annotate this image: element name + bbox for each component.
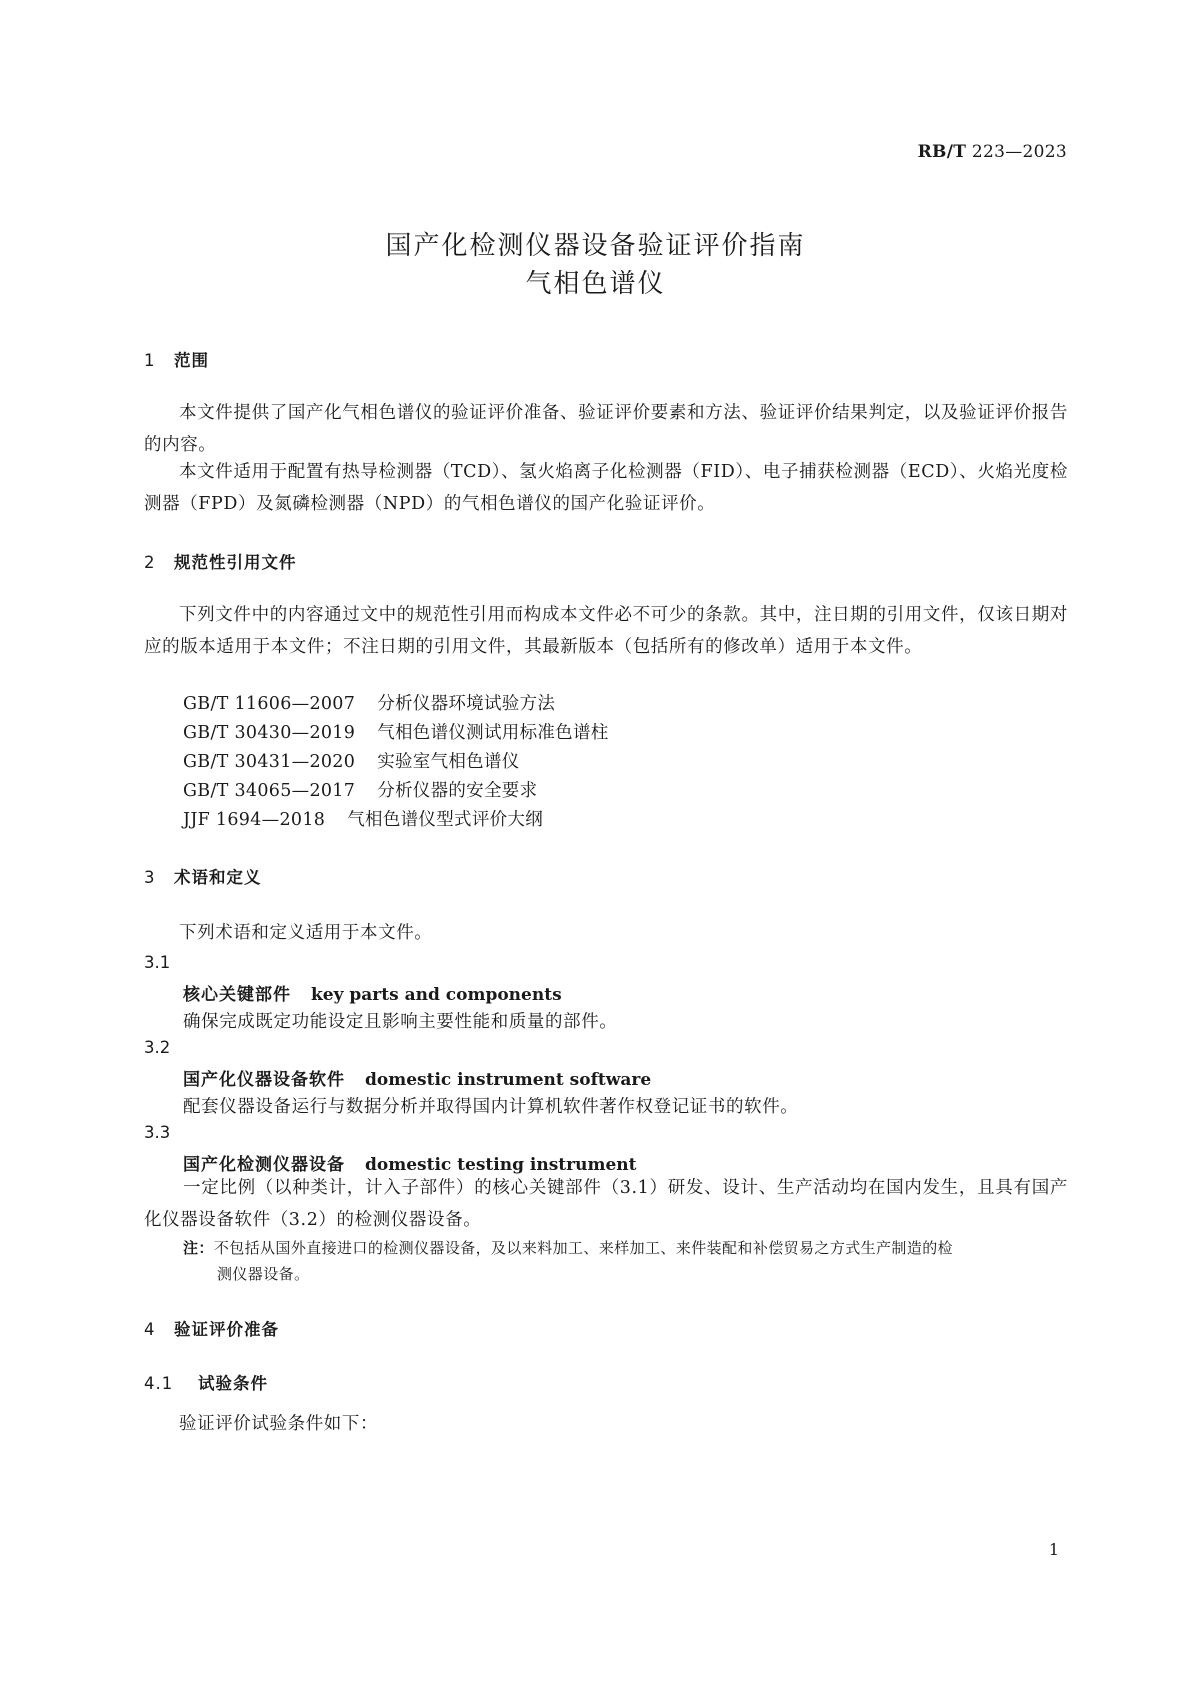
term-definition: 配套仪器设备运行与数据分析并取得国内计算机软件著作权登记证书的软件。 xyxy=(183,1097,799,1117)
note-label: 注： xyxy=(183,1239,214,1257)
reference-code: GB/T 30430—2019 xyxy=(183,723,356,743)
term-chinese: 国产化仪器设备软件 xyxy=(183,1070,345,1090)
clause-number: 3.3 xyxy=(144,1123,171,1142)
section-title: 规范性引用文件 xyxy=(174,553,297,572)
standard-code-number: 223—2023 xyxy=(966,142,1067,162)
page-number: 1 xyxy=(1048,1540,1059,1559)
term-english: domestic testing instrument xyxy=(365,1155,637,1175)
reference-code: GB/T 11606—2007 xyxy=(183,694,356,714)
document-subtitle: 气相色谱仪 xyxy=(525,269,666,299)
section-1-paragraph-2: 本文件适用于配置有热导检测器（TCD）、氢火焰离子化检测器（FID）、电子捕获检测器（ECD）、火焰光度检测器（FPD）及氮磷检测器（NPD）的气相色谱仪的国产化验证评价。 xyxy=(144,462,1068,514)
section-2-heading xyxy=(144,549,297,573)
subsection-title: 试验条件 xyxy=(198,1374,268,1393)
note-text: 不包括从国外直接进口的检测仪器设备，及以来料加工、来样加工、来件装配和补偿贸易之方式生产制造的检 xyxy=(213,1239,954,1257)
term-english: key parts and components xyxy=(311,985,562,1005)
reference-code: JJF 1694—2018 xyxy=(183,810,326,830)
reference-item xyxy=(183,777,537,802)
note xyxy=(183,1235,1068,1287)
section-3-intro: 下列术语和定义适用于本文件。 xyxy=(179,923,433,943)
section-title: 范围 xyxy=(174,351,209,370)
term-definition: 确保完成既定功能设定且影响主要性能和质量的部件。 xyxy=(183,1012,618,1032)
section-1-heading xyxy=(144,347,209,371)
section-4-heading xyxy=(144,1316,279,1340)
term-entry xyxy=(183,980,562,1005)
term-chinese: 国产化检测仪器设备 xyxy=(183,1155,345,1175)
section-number: 1 xyxy=(144,351,156,370)
document-title: 国产化检测仪器设备验证评价指南 xyxy=(385,231,806,261)
term-chinese: 核心关键部件 xyxy=(183,985,291,1005)
section-4-paragraph-1: 验证评价试验条件如下： xyxy=(179,1414,379,1434)
reference-item xyxy=(183,806,543,831)
term-definition: 一定比例（以种类计，计入子部件）的核心关键部件（3.1）研发、设计、生产活动均在国内发生，且具有国产化仪器设备软件（3.2）的检测仪器设备。 xyxy=(144,1178,1068,1230)
reference-name: 实验室气相色谱仪 xyxy=(377,752,520,772)
reference-name: 气相色谱仪型式评价大纲 xyxy=(347,810,544,830)
term-entry xyxy=(183,1065,651,1090)
section-2-paragraph-1: 下列文件中的内容通过文中的规范性引用而构成本文件必不可少的条款。其中，注日期的引用文件，仅该日期对应的版本适用于本文件；不注日期的引用文件，其最新版本（包括所有的修改单）适用于本文件。 xyxy=(144,605,1068,657)
reference-name: 分析仪器的安全要求 xyxy=(377,781,538,801)
section-title: 验证评价准备 xyxy=(174,1320,279,1339)
reference-code: GB/T 30431—2020 xyxy=(183,752,356,772)
standard-code-prefix: RB/T xyxy=(917,142,967,162)
section-title: 术语和定义 xyxy=(174,868,262,887)
clause-number: 3.1 xyxy=(144,953,171,972)
note-text-continued: 测仪器设备。 xyxy=(217,1265,310,1283)
subsection-4-1-heading xyxy=(144,1370,268,1394)
standard-code xyxy=(918,142,1067,162)
reference-name: 分析仪器环境试验方法 xyxy=(377,694,556,714)
section-number: 3 xyxy=(144,868,156,887)
reference-code: GB/T 34065—2017 xyxy=(183,781,356,801)
section-3-heading xyxy=(144,864,262,888)
reference-item xyxy=(183,719,609,744)
reference-item xyxy=(183,748,520,773)
clause-number: 3.2 xyxy=(144,1038,171,1057)
section-number: 2 xyxy=(144,553,156,572)
term-english: domestic instrument software xyxy=(365,1070,652,1090)
reference-item xyxy=(183,690,555,715)
section-number: 4 xyxy=(144,1320,156,1339)
section-1-paragraph-1: 本文件提供了国产化气相色谱仪的验证评价准备、验证评价要素和方法、验证评价结果判定，以及验证评价报告的内容。 xyxy=(144,403,1068,455)
reference-name: 气相色谱仪测试用标准色谱柱 xyxy=(377,723,609,743)
subsection-number: 4.1 xyxy=(144,1374,174,1393)
